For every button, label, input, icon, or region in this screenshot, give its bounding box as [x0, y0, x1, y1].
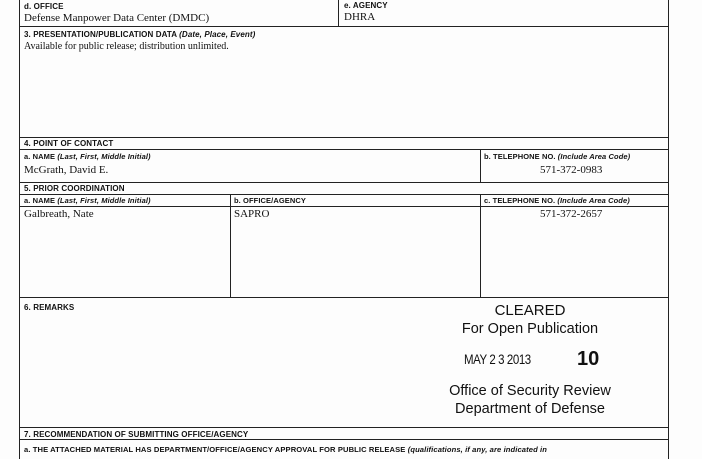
stamp-open-publication: For Open Publication — [461, 321, 599, 337]
prior-divider-2 — [480, 195, 481, 297]
agency-cell — [340, 0, 668, 26]
recommendation-item-a — [24, 445, 547, 454]
presentation-label — [24, 30, 255, 39]
recommendation-section — [20, 428, 668, 459]
office-cell — [20, 0, 338, 26]
stamp-number: 10 — [577, 348, 600, 370]
poc-name-label-hint: (Last, First, Middle Initial) — [57, 152, 151, 161]
poc-phone-label — [484, 152, 630, 161]
poc-header: 4. POINT OF CONTACT — [24, 139, 114, 148]
recommendation-header: 7. RECOMMENDATION OF SUBMITTING OFFICE/AGENCY — [24, 430, 249, 439]
stamp-office: Office of Security Review — [449, 383, 611, 399]
poc-name-label-text: a. NAME — [24, 152, 56, 161]
poc-phone-value: 571-372-0983 — [540, 164, 603, 176]
office-value: Defense Manpower Data Center (DMDC) — [24, 12, 210, 24]
poc-phone-label-hint: (Include Area Code) — [557, 152, 631, 161]
agency-label: e. AGENCY — [344, 1, 388, 10]
stamp-cleared: CLEARED — [494, 302, 566, 319]
prior-divider-1 — [230, 195, 231, 297]
recommendation-item-a-hint: (qualifications, if any, are indicated in — [407, 445, 547, 454]
office-label: d. OFFICE — [24, 2, 64, 11]
prior-phone-label-text: c. TELEPHONE NO. — [484, 196, 556, 205]
prior-header-bar — [20, 183, 668, 195]
prior-name-label — [24, 196, 151, 205]
prior-office-label: b. OFFICE/AGENCY — [234, 196, 307, 205]
prior-name-value: Galbreath, Nate — [24, 208, 94, 220]
stamp-department: Department of Defense — [455, 401, 605, 417]
stamp-date-line — [410, 348, 650, 370]
poc-section — [20, 138, 668, 183]
presentation-label-hint: (Date, Place, Event) — [179, 30, 256, 39]
prior-name-label-text: a. NAME — [24, 196, 56, 205]
presentation-label-text: 3. PRESENTATION/PUBLICATION DATA — [24, 30, 177, 39]
agency-value: DHRA — [344, 11, 376, 23]
presentation-section — [20, 27, 668, 138]
recommendation-item-a-text: a. THE ATTACHED MATERIAL HAS DEPARTMENT/OFFICE/AGENCY APPROVAL FOR PUBLIC RELEASE — [24, 445, 406, 454]
prior-phone-label — [484, 196, 630, 205]
prior-coordination-section — [20, 183, 668, 298]
prior-phone-label-hint: (Include Area Code) — [557, 196, 630, 205]
remarks-label: 6. REMARKS — [24, 303, 75, 312]
prior-header: 5. PRIOR COORDINATION — [24, 184, 125, 193]
clearance-form — [19, 0, 669, 459]
poc-header-bar — [20, 138, 668, 150]
prior-name-label-hint: (Last, First, Middle Initial) — [57, 196, 151, 205]
remarks-section — [20, 298, 668, 428]
poc-divider — [480, 150, 481, 182]
prior-office-value: SAPRO — [234, 208, 270, 220]
prior-column-header-bar — [20, 195, 668, 207]
poc-name-label — [24, 152, 151, 161]
office-agency-row — [20, 0, 668, 27]
stamp-date: MAY 2 3 2013 — [464, 351, 531, 367]
poc-phone-label-text: b. TELEPHONE NO. — [484, 152, 556, 161]
presentation-value: Available for public release; distribution unlimited. — [24, 41, 229, 52]
clearance-stamp — [410, 302, 650, 424]
poc-name-value: McGrath, David E. — [24, 164, 109, 176]
recommendation-header-bar — [20, 428, 668, 440]
prior-phone-value: 571-372-2657 — [540, 208, 603, 220]
office-agency-divider — [338, 0, 339, 26]
